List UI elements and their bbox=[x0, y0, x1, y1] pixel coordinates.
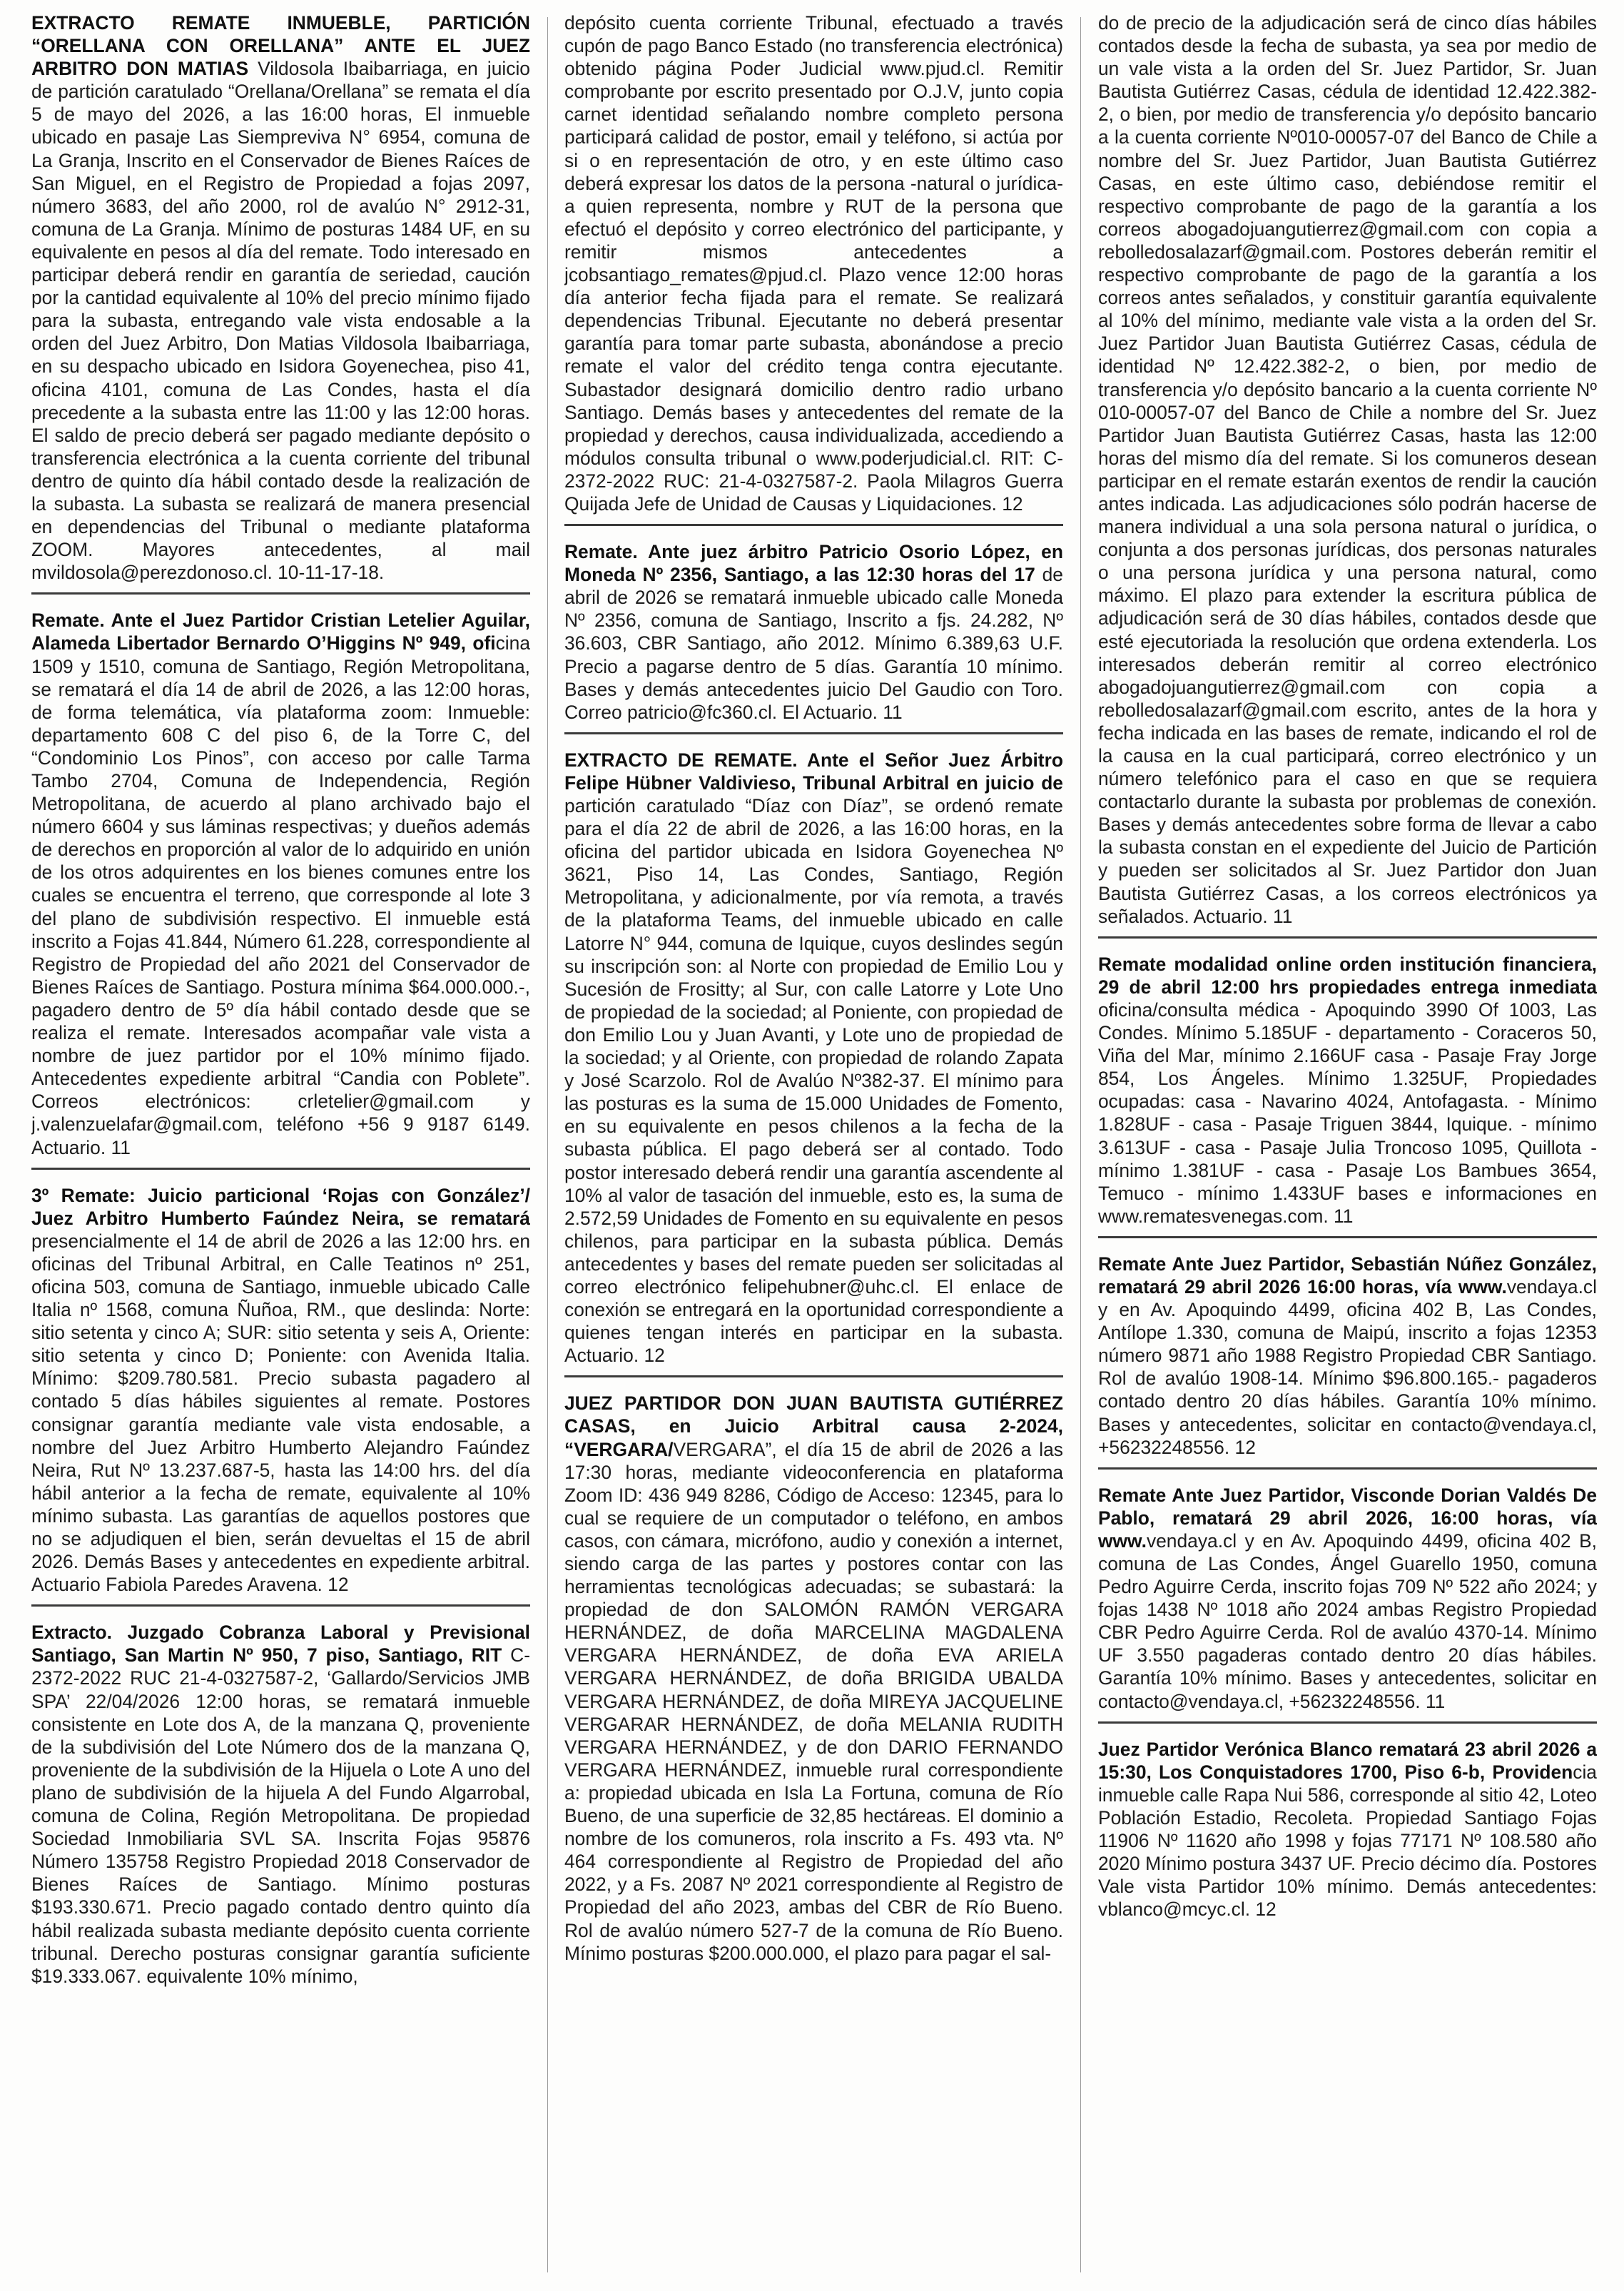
notice-valdes bbox=[1098, 1484, 1597, 1713]
notice-separator bbox=[1098, 1236, 1597, 1238]
notice-heading: Remate Ante Juez Partidor, Visconde Dorian Valdés De Pablo, rematará 29 abril 2026, 16:00 horas, vía www. bbox=[1098, 1484, 1597, 1552]
notice-separator bbox=[1098, 1467, 1597, 1470]
notice-letelier bbox=[31, 609, 530, 1158]
notice-body: presencialmente el 14 de abril de 2026 a las 12:00 hrs. en oficinas del Tribunal Arbitral, en Calle Teatinos nº 251, oficina 503, comuna de Santiago, inmueble ubicado Calle Italia nº 1568, comuna Ñuñoa, RM., que deslinda: Norte: sitio setenta y cinco A; SUR: sitio setenta y seis A, Oriente: sitio setenta y cinco D; Poniente: con Avenida Italia. Mínimo: $209.780.581. Precio subasta pagadero al contado 5 días hábiles siguientes al remate. Postores consignar garantía mediante vale vista endosable, a nombre del Juez Arbitro Humberto Alejandro Faúndez Neira, Rut Nº 13.237.687-5, hasta las 14:00 hrs. del día hábil anterior a la fecha de remate, equivalente al 10% mínimo subasta. Las garantías de aquellos postores que no se adjudiquen el bien, serán devueltas el 15 de abril 2026. Demás Bases y antecedentes en expediente arbitral. Actuario Fabiola Paredes Aravena. 12 bbox=[31, 1230, 530, 1596]
notice-cobranza-laboral bbox=[31, 1621, 530, 1988]
column-2 bbox=[564, 11, 1063, 2281]
notice-osorio bbox=[564, 540, 1063, 724]
notice-body: de abril de 2026 se rematará inmueble ubicado calle Moneda Nº 2356, comuna de Santiago, Inscrito a fjs. 24.282, Nº 36.603, CBR Santiago, año 2012. Mínimo 6.389,63 U.F. Precio a pagarse dentro de 5 días. Garantía 10 mínimo. Bases y demás antecedentes juicio Del Gaudio con Toro. Correo patricio@fc360.cl. El Actuario. 11 bbox=[564, 564, 1063, 723]
notice-separator bbox=[31, 1168, 530, 1170]
notice-heading: Remate. Ante juez árbitro Patricio Osorio López, en Moneda Nº 2356, Santiago, a las 12:30 horas del 17 bbox=[564, 541, 1063, 586]
classified-page bbox=[31, 11, 1598, 2281]
notice-blanco bbox=[1098, 1738, 1597, 1921]
column-1 bbox=[31, 11, 530, 2281]
notice-hubner bbox=[564, 749, 1063, 1367]
notice-separator bbox=[564, 1375, 1063, 1377]
notice-heading: Juez Partidor Verónica Blanco rematará 23 abril 2026 a 15:30, Los Conquistadores 1700, Piso 6-b, Providen bbox=[1098, 1738, 1597, 1783]
column-rule-2 bbox=[1080, 17, 1081, 2272]
notice-body: Vildosola Ibaibarriaga, en juicio de partición caratulado “Orellana/Orellana” se remata el día 5 de mayo del 2026, a las 16:00 horas, El inmueble ubicado en pasaje Las Siempreviva N° 6954, comuna de La Granja, Inscrito en el Conservador de Bienes Raíces de San Miguel, en el Registro de Propiedad a fojas 2097, número 3683, del año 2000, rol de avalúo N° 2912-31, comuna de La Granja. Mínimo de posturas 1484 UF, en su equivalente en pesos al día del remate. Todo interesado en participar deberá rendir en garantía de seriedad, caución por la cantidad equivalente al 10% del precio mínimo fijado para la subasta, entregando vale vista endosable a la orden del Juez Arbitro, Don Matias Vildosola Ibaibarriaga, en su despacho ubicado en Isidora Goyenechea, piso 41, oficina 4101, comuna de Las Condes, hasta el día precedente a la subasta entre las 11:00 y las 12:00 horas. El saldo de precio deberá ser pagado mediante depósito o transferencia electrónica a la cuenta corriente del tribunal dentro de quinto día hábil contado desde la realización de la subasta. La subasta se realizará de manera presencial en dependencias del Tribunal o mediante plataforma ZOOM. Mayores antecedentes, al mail mvildosola@perezdonoso.cl. 10-11-17-18. bbox=[31, 58, 530, 584]
notice-gutierrez bbox=[564, 1392, 1063, 1964]
notice-body: partición caratulado “Díaz con Díaz”, se ordenó remate para el día 22 de abril de 2026, a las 16:00 horas, en la oficina del partidor ubicada en Isidora Goyenechea Nº 3621, Piso 14, Las Condes, Santiago, Región Metropolitana, y adicionalmente, por vía remota, a través de la plataforma Teams, del inmueble ubicado en calle Latorre N° 944, comuna de Iquique, cuyos deslindes según su inscripción son: al Norte con propiedad de Emilio Lou y Sucesión de Frositty; al Sur, con calle Latorre y Lote Uno de propiedad de la sociedad; al Poniente, con propiedad de don Emilio Lou y Juan Avanti, y Lote uno de propiedad de la sociedad; y al Oriente, con propiedad de rolando Zapata y José Scarzolo. Rol de Avalúo Nº382-37. El mínimo para las posturas es la suma de 15.000 Unidades de Fomento, en su equivalente en pesos chilenos a la fecha de la subasta pública. El pago deberá ser al contado. Todo postor interesado deberá rendir una garantía ascendente al 10% al valor de tasación del inmueble, esto es, la suma de 2.572,59 Unidades de Fomento en su equivalente en pesos chilenos, para participar en la subasta pública. Demás antecedentes y bases del remate pueden ser solicitadas al correo electrónico felipehubner@uhc.cl. El enlace de conexión se entregará en la oportunidad correspondiente a quienes tengan interés en participar en la subasta. Actuario. 12 bbox=[564, 795, 1063, 1367]
notice-separator bbox=[564, 732, 1063, 734]
notice-nunez bbox=[1098, 1253, 1597, 1459]
notice-body: do de precio de la adjudicación será de cinco días hábiles contados desde la fecha de subasta, ya sea por medio de un vale vista a la orden del Sr. Juez Partidor, Sr. Juan Bautista Gutiérrez Casas, cédula de identidad 12.422.382-2, o bien, por medio de transferencia y/o depósito bancario a la cuenta corriente Nº010-00057-07 del Banco de Chile a nombre del Sr. Juez Partidor, Juan Bautista Gutiérrez Casas, en este último caso, debiéndose remitir el respectivo comprobante de pago de la garantía a los correos abogadojuangutierrez@gmail.com con copia a rebolledosalazarf@gmail.com. Postores deberán remitir el respectivo comprobante de pago de la garantía a los correos antes señalados, y constituir garantía equivalente al 10% del mínimo, mediante vale vista a la orden del Sr. Juez Partidor Juan Bautista Gutiérrez Casas, cédula de identidad Nº 12.422.382-2, o bien, por medio de transferencia y/o depósito bancario a la cuenta corriente Nº 010-00057-07 del Banco de Chile a nombre del Sr. Juez Partidor Juan Bautista Gutiérrez Casas, hasta las 12:00 horas del mismo día del remate. Si los comuneros desean participar en el remate estarán exentos de rendir la caución antes indicada. Las adjudicaciones sólo podrán hacerse de manera individual a una sola persona natural o jurídica, o conjunta a dos personas jurídicas, dos personas naturales o una persona jurídica y una persona natural, como máximo. El plazo para extender la escritura pública de adjudicación será de 30 días hábiles, contados desde que esté ejecutoriada la resolución que ordena extenderla. Los interesados deberán remitir al correo electrónico abogadojuangutierrez@gmail.com con copia a rebolledosalazarf@gmail.com escrito, antes de la hora y fecha indicada en las bases de remate, indicando el rol de la causa en la cual participará, correo electrónico y un número telefónico para el caso en que se requiera contactarlo durante la subasta por problemas de conexión. Bases y demás antecedentes sobre forma de llevar a cabo la subasta constan en el expediente del Juicio de Partición y pueden ser solicitados al Sr. Juez Partidor don Juan Bautista Gutiérrez Casas, a los correos electrónicos ya señalados. Actuario. 11 bbox=[1098, 12, 1597, 927]
notice-orellana bbox=[31, 11, 530, 584]
notice-body: vendaya.cl y en Av. Apoquindo 4499, oficina 402 B, Las Condes, Antílope 1.330, comuna de Maipú, inscrito a fojas 12353 número 9871 año 1988 Registro Propiedad CBR Santiago. Rol de avalúo 1908-14. Mínimo $96.800.165.- pagaderos contado dentro 20 días hábiles. Garantía 10% mínimo. Bases y antecedentes, solicitar en contacto@vendaya.cl, +56232248556. 12 bbox=[1098, 1275, 1597, 1458]
notice-body: VERGARA”, el día 15 de abril de 2026 a las 17:30 horas, mediante videoconferencia en plataforma Zoom ID: 436 949 8286, Código de Acceso: 12345, para lo cual se requiere de un computador o teléfono, en ambos casos, con cámara, micrófono, audio y conexión a internet, siendo carga de las partes y postores contar con las herramientas tecnológicas adecuadas; se subastará: la propiedad de don SALOMÓN RAMÓN VERGARA HERNÁNDEZ, de doña MARCELINA MAGDALENA VERGARA HERNÁNDEZ, de doña EVA ARIELA VERGARA HERNÁNDEZ, de doña BRIGIDA UBALDA VERGARA HERNÁNDEZ, de doña MIREYA JACQUELINE VERGARAR HERNÁNDEZ, de doña MELANIA RUDITH VERGARA HERNÁNDEZ, y de don DARIO FERNANDO VERGARA HERNÁNDEZ, inmueble rural correspondiente a: propiedad ubicada en Isla La Fortuna, comuna de Río Bueno, de una superficie de 32,85 hectáreas. El dominio a nombre de los comuneros, rola inscrito a Fs. 493 vta. Nº 464 correspondiente al Registro de Propiedad del año 2022, y a Fs. 2087 Nº 2021 correspondiente al Registro de Propiedad del año 2023, ambas del CBR de Río Bueno. Rol de avalúo número 527-7 de la comuna de Río Bueno. Mínimo posturas $200.000.000, el plazo para pagar el sal- bbox=[564, 1438, 1063, 1964]
notice-gutierrez-continued bbox=[1098, 11, 1597, 928]
notice-body: cia inmueble calle Rapa Nui 586, corresponde al sitio 42, Loteo Población Estadio, Recoleta. Propiedad Santiago Fojas 11906 Nº 11620 año 1998 y fojas 77171 Nº 108.580 año 2020 Mínimo postura 3437 UF. Precio décimo día. Postores Vale vista Partidor 10% mínimo. Demás antecedentes: vblanco@mcyc.cl. 12 bbox=[1098, 1761, 1597, 1921]
column-3 bbox=[1098, 11, 1597, 2281]
notice-body: oficina/consulta médica - Apoquindo 3990 Of 1003, Las Condes. Mínimo 5.185UF - departamento - Coraceros 50, Viña del Mar, mínimo 2.166UF casa - Pasaje Fray Jorge 854, Los Ángeles. Mínimo 1.325UF, Propiedades ocupadas: casa - Navarino 4024, Antofagasta. - Mínimo 1.828UF - casa - Pasaje Triguen 3844, Iquique. - mínimo 3.613UF - casa - Pasaje Julia Troncoso 1095, Quillota - mínimo 1.381UF - casa - Pasaje Los Bambues 3654, Temuco - mínimo 1.433UF bases e informaciones en www.rematesvenegas.com. 11 bbox=[1098, 998, 1597, 1227]
notice-heading: Extracto. Juzgado Cobranza Laboral y Previsional Santiago, San Martin Nº 950, 7 piso, Santiago, RIT bbox=[31, 1622, 530, 1667]
notice-separator bbox=[31, 592, 530, 595]
notice-body: vendaya.cl y en Av. Apoquindo 4499, oficina 402 B, comuna de Las Condes, Ángel Guarello 1950, comuna Pedro Aguirre Cerda, inscrito fojas 709 Nº 522 año 2024; y fojas 1438 Nº 1018 año 2024 ambas Registro Propiedad CBR Pedro Aguirre Cerda. Rol de avalúo 4370-14. Mínimo UF 3.550 pagaderas contado dentro 20 días hábiles. Garantía 10% mínimo. Bases y antecedentes, solicitar en contacto@vendaya.cl, +56232248556. 11 bbox=[1098, 1529, 1597, 1712]
notice-rojas bbox=[31, 1184, 530, 1597]
notice-cobranza-continued bbox=[564, 11, 1063, 515]
notice-separator bbox=[1098, 1721, 1597, 1724]
notice-heading: 3º Remate: Juicio particional ‘Rojas con González’/ Juez Arbitro Humberto Faúndez Neira, se rematará bbox=[31, 1184, 530, 1229]
notice-heading: JUEZ PARTIDOR DON JUAN BAUTISTA GUTIÉRREZ CASAS, en Juicio Arbitral causa 2-2024, “VERGARA/ bbox=[564, 1392, 1063, 1460]
notice-body: cina 1509 y 1510, comuna de Santiago, Región Metropolitana, se rematará el día 14 de abril de 2026, a las 12:00 horas, de forma telemática, vía plataforma zoom: Inmueble: departamento 608 C del piso 6, de la Torre C, del “Condominio Los Pinos”, con acceso por calle Tarma Tambo 2704, Comuna de Independencia, Región Metropolitana, de acuerdo al plano archivado bajo el número 6604 y sus láminas respectivas; y dueños además de derechos en proporción al valor de lo adquirido en unión de los otros adquirentes en los bienes comunes entre los cuales se encuentra el terreno, que corresponde al lote 3 del plano de subdivisión respectivo. El inmueble está inscrito a Fojas 41.844, Número 61.228, correspondiente al Registro de Propiedad del año 2021 del Conservador de Bienes Raíces de Santiago. Postura mínima $64.000.000.-, pagadero dentro de 5º día hábil contado desde que se realiza el remate. Interesados acompañar vale vista a nombre de juez partidor por el 10% mínimo fijado. Antecedentes expediente arbitral “Candia con Poblete”. Correos electrónicos: crletelier@gmail.com y j.valenzuelafar@gmail.com, teléfono +56 9 9187 6149. Actuario. 11 bbox=[31, 632, 530, 1158]
notice-online-remate bbox=[1098, 953, 1597, 1228]
notice-body: C-2372-2022 RUC 21-4-0327587-2, ‘Gallardo/Servicios JMB SPA’ 22/04/2026 12:00 horas, se rematará inmueble consistente en Lote dos A, de la manzana Q, proveniente de la subdivisión del Lote Número dos de la manzana Q, proveniente de la subdivisión de la Hijuela o Lote A uno del plano de subdivisión de la hijuela A del Fundo Algarrobal, comuna de Colina, Región Metropolitana. De propiedad Sociedad Inmobiliaria SVL SA. Inscrita Fojas 95876 Número 135758 Registro Propiedad 2018 Conservador de Bienes Raíces de Santiago. Mínimo posturas $193.330.671. Precio pagado contado dentro quinto día hábil realizada subasta mediante depósito cuenta corriente tribunal. Derecho posturas consignar garantía suficiente $19.333.067. equivalente 10% mínimo, bbox=[31, 1644, 530, 1987]
notice-heading: Remate Ante Juez Partidor, Sebastián Núñez González, rematará 29 abril 2026 16:00 horas, vía www. bbox=[1098, 1253, 1597, 1298]
notice-separator bbox=[564, 524, 1063, 526]
notice-heading: Remate. Ante el Juez Partidor Cristian Letelier Aguilar, Alameda Libertador Bernardo O’Higgins Nº 949, ofi bbox=[31, 610, 530, 654]
notice-separator bbox=[1098, 936, 1597, 939]
notice-heading: Remate modalidad online orden institución financiera, 29 de abril 12:00 hrs propiedades entrega inmediata bbox=[1098, 953, 1597, 998]
column-rule-1 bbox=[547, 17, 548, 2272]
notice-heading: EXTRACTO DE REMATE. Ante el Señor Juez Árbitro Felipe Hübner Valdivieso, Tribunal Arbitral en juicio de bbox=[564, 749, 1063, 794]
notice-separator bbox=[31, 1604, 530, 1607]
notice-body: depósito cuenta corriente Tribunal, efectuado a través cupón de pago Banco Estado (no transferencia electrónica) obtenido página Poder Judicial www.pjud.cl. Remitir comprobante por escrito presentado por O.J.V, junto copia carnet identidad señalando nombre completo persona participará calidad de postor, email y teléfono, si actúa por si o en representación de otro, y en este último caso deberá expresar los datos de la persona -natural o jurídica- a quien representa, nombre y RUT de la persona que efectuó el depósito y correo electrónico del participante, y remitir mismos antecedentes a jcobsantiago_remates@pjud.cl. Plazo vence 12:00 horas día anterior fecha fijada para el remate. Se realizará dependencias Tribunal. Ejecutante no deberá presentar garantía para tomar parte subasta, abonándose a precio remate el valor del crédito tenga contra ejecutante. Subastador designará domicilio dentro radio urbano Santiago. Demás bases y antecedentes del remate de la propiedad y derechos, causa individualizada, accediendo a módulos consulta tribunal o www.poderjudicial.cl. RIT: C-2372-2022 RUC: 21-4-0327587-2. Paola Milagros Guerra Quijada Jefe de Unidad de Causas y Liquidaciones. 12 bbox=[564, 12, 1063, 515]
notice-heading: EXTRACTO REMATE INMUEBLE, PARTICIÓN “ORELLANA CON ORELLANA” ANTE EL JUEZ ARBITRO DON MATIAS bbox=[31, 12, 530, 80]
